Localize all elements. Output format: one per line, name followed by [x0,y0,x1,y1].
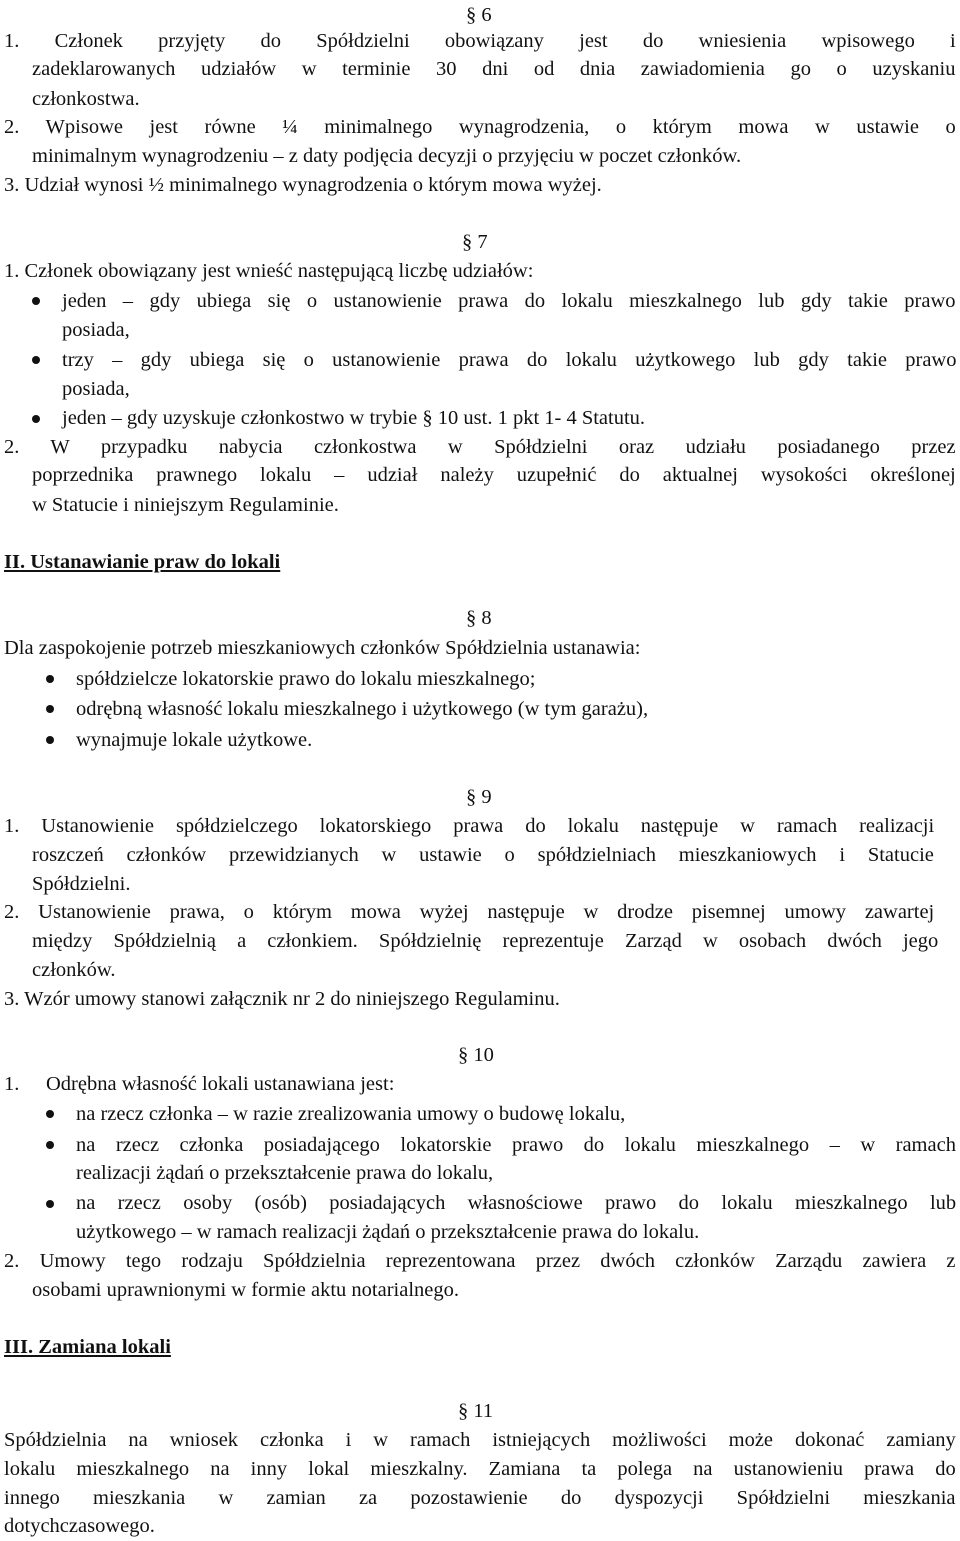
paragraph-line: 2. W przypadku nabycia członkostwa w Spółdzielni oraz udziału posiadanego przez [4,436,956,458]
section-6-heading [466,2,492,28]
list-item: jeden – gdy uzyskuje członkostwo w trybie § 10 ust. 1 pkt 1- 4 Statutu. [62,407,646,429]
section-number: 10 [473,1044,494,1066]
paragraph-line: Dla zaspokojenie potrzeb mieszkaniowych członków Spółdzielnia ustanawia: [4,637,641,659]
paragraph-line: w Statucie i niniejszym Regulaminie. [32,494,339,516]
bullet-icon [32,297,40,305]
paragraph-line: roszczeń członków przewidzianych w ustawie o spółdzielniach mieszkaniowych i Statucie [32,844,934,866]
paragraph-line: lokalu mieszkalnego na inny lokal mieszkalny. Zamiana ta polega na ustanowieniu prawa do [4,1458,956,1480]
paragraph-line: dotychczasowego. [4,1515,155,1537]
section-sign-icon: § [458,1044,469,1066]
section-number: 7 [477,231,488,253]
list-item: spółdzielcze lokatorskie prawo do lokalu mieszkalnego; [76,668,536,690]
paragraph-line: Odrębna własność lokali ustanawiana jest: [46,1073,395,1095]
paragraph-line: 1. Członek obowiązany jest wnieść następującą liczbę udziałów: [4,260,534,282]
bullet-icon [46,675,54,683]
list-item: odrębną własność lokalu mieszkalnego i użytkowego (w tym garażu), [76,698,649,720]
section-number: 8 [481,607,492,629]
bullet-icon [32,415,40,423]
paragraph-line: 2. Wpisowe jest równe ¼ minimalnego wynagrodzenia, o którym mowa w ustawie o [4,116,956,138]
paragraph-line: zadeklarowanych udziałów w terminie 30 dni od dnia zawiadomienia go o uzyskaniu [32,58,956,80]
list-item-continuation: realizacji żądań o przekształcenie prawa do lokalu, [76,1162,494,1184]
paragraph-line: Spółdzielnia na wniosek członka i w ramach istniejących możliwości może dokonać zamiany [4,1429,956,1451]
section-sign-icon: § [466,786,477,808]
bullet-icon [46,1141,54,1149]
section-sign-icon: § [458,1400,469,1422]
list-item: jeden – gdy ubiega się o ustanowienie prawa do lokalu mieszkalnego lub gdy takie prawo [62,290,956,312]
bullet-icon [46,1110,54,1118]
paragraph-line: członkostwa. [32,88,140,110]
list-item: na rzecz członka – w razie zrealizowania umowy o budowę lokalu, [76,1103,626,1125]
paragraph-number: 1. [4,1073,20,1095]
paragraph-line: Spółdzielni. [32,873,131,895]
section-sign-icon: § [422,407,433,429]
paragraph-line: między Spółdzielnią a członkiem. Spółdzielnię reprezentuje Zarząd w osobach dwóch jego [32,930,939,952]
section-10-heading [458,1042,494,1068]
bullet-icon [46,1200,54,1208]
list-item-continuation: posiada, [62,319,130,341]
section-number: 6 [481,4,492,26]
paragraph-line: 1. Członek przyjęty do Spółdzielni obowiązany jest do wniesienia wpisowego i [4,30,956,52]
list-item: wynajmuje lokale użytkowe. [76,729,313,751]
list-item: na rzecz osoby (osób) posiadających własnościowe prawo do lokalu mieszkalnego lub [76,1192,957,1214]
list-item: na rzecz członka posiadającego lokatorskie prawo do lokalu mieszkalnego – w ramach [76,1134,956,1156]
section-9-heading [466,784,492,810]
paragraph-line: poprzednika prawnego lokalu – udział należy uzupełnić do aktualnej wysokości określonej [32,464,956,486]
chapter-heading: II. Ustanawianie praw do lokali [4,551,281,573]
paragraph-line: 1. Ustanowienie spółdzielczego lokatorskiego prawa do lokalu następuje w ramach realizacji [4,815,935,837]
paragraph-line: 2. Ustanowienie prawa, o którym mowa wyżej następuje w drodze pisemnej umowy zawartej [4,901,935,923]
section-8-heading [466,605,492,631]
paragraph-line: innego mieszkania w zamian za pozostawienie do dyspozycji Spółdzielni mieszkania [4,1487,956,1509]
section-number: 11 [473,1400,494,1422]
paragraph-line: 3. Udział wynosi ½ minimalnego wynagrodzenia o którym mowa wyżej. [4,174,602,196]
section-sign-icon: § [466,607,477,629]
paragraph-line: członków. [32,959,116,981]
bullet-icon [32,356,40,364]
section-11-heading [458,1398,493,1424]
section-sign-icon: § [462,231,473,253]
paragraph-line: osobami uprawnionymi w formie aktu notarialnego. [32,1279,459,1301]
bullet-icon [46,736,54,744]
section-7-heading [462,229,488,255]
list-item-continuation: użytkowego – w ramach realizacji żądań o przekształcenie prawa do lokalu. [76,1221,700,1243]
list-item: trzy – gdy ubiega się o ustanowienie prawa do lokalu użytkowego lub gdy takie prawo [62,349,957,371]
paragraph-line: 3. Wzór umowy stanowi załącznik nr 2 do niniejszego Regulaminu. [4,988,560,1010]
bullet-icon [46,705,54,713]
section-sign-icon: § [466,4,477,26]
list-item-continuation: posiada, [62,378,130,400]
paragraph-line: 2. Umowy tego rodzaju Spółdzielnia reprezentowana przez dwóch członków Zarządu zawiera z [4,1250,956,1272]
section-number: 9 [481,786,492,808]
chapter-heading: III. Zamiana lokali [4,1336,171,1358]
paragraph-line: minimalnym wynagrodzeniu – z daty podjęcia decyzji o przyjęciu w poczet członków. [32,145,742,167]
